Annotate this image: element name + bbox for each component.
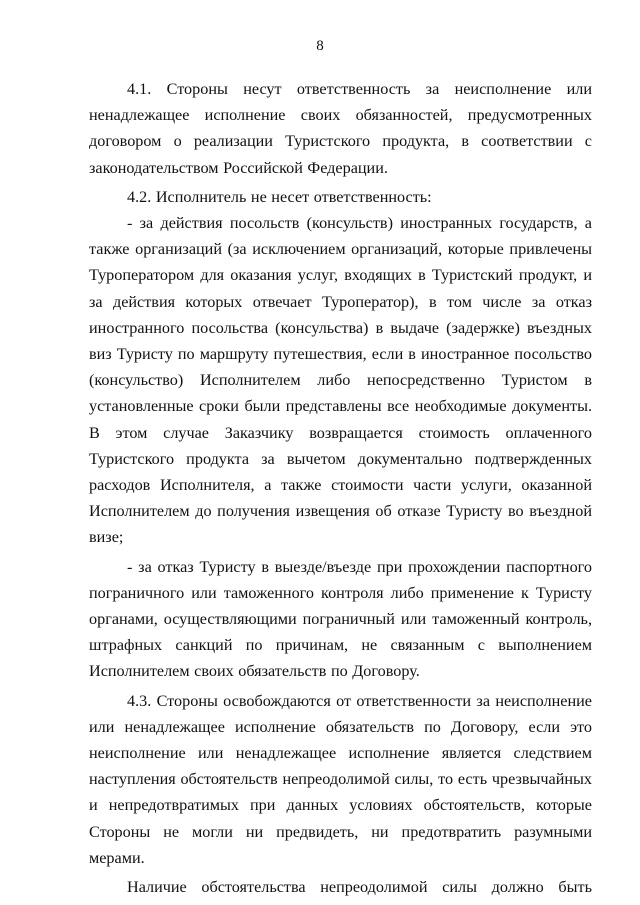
paragraph-4-2-border-control: - за отказ Туристу в выезде/въезде при прохождении паспортного пограничного или таможенного контроля либо применение к Туристу органами, осуществляющими пограничный или таможенный контроль, штрафных санкций по причинам, не связанным с выполнением Исполнителем своих обязательств по Договору. (89, 557, 592, 681)
paragraph-4-1: 4.1. Стороны несут ответственность за неисполнение или ненадлежащее исполнение своих обязанностей, предусмотренных договором о реализации Туристского продукта, в соответствии с законодательством Российской Федерации. (89, 80, 592, 177)
paragraph-4-3: 4.3. Стороны освобождаются от ответственности за неисполнение или ненадлежащее исполнение обязательств по Договору, если это неисполнение или ненадлежащее исполнение является следствием наступления обстоятельств непреодолимой силы, то есть чрезвычайных и непредотвратимых при данных условиях обстоятельств, которые Стороны не могли ни предвидеть, ни предотвратить разумными мерами. (89, 691, 592, 867)
paragraph-4-2-embassy-liability: - за действия посольств (консульств) иностранных государств, а также организаций (за исключением организаций, которые привлечены Туроператором для оказания услуг, входящих в Туристский продукт, и за действия которых отвечает Туроператор), в том числе за отказ иностранного посольства (консульства) в выдаче (задержке) въездных виз Туристу по маршруту путешествия, если в иностранное посольство (консульство) Исполнителем либо непосредственно Туристом в установленные сроки были представлены все необходимые документы. В этом случае Заказчику возвращается стоимость оплаченного Туристского продукта за вычетом документально подтвержденных расходов Исполнителя, а также стоимости части услуги, оказанной Исполнителем до получения извещения об отказе Туристу во въездной визе; (89, 214, 592, 547)
document-body (89, 76, 592, 900)
page-number: 8 (316, 38, 324, 54)
paragraph-force-majeure-continued: Наличие обстоятельства непреодолимой силы должно быть (127, 878, 592, 897)
paragraph-4-2: 4.2. Исполнитель не несет ответственность: (127, 187, 432, 206)
